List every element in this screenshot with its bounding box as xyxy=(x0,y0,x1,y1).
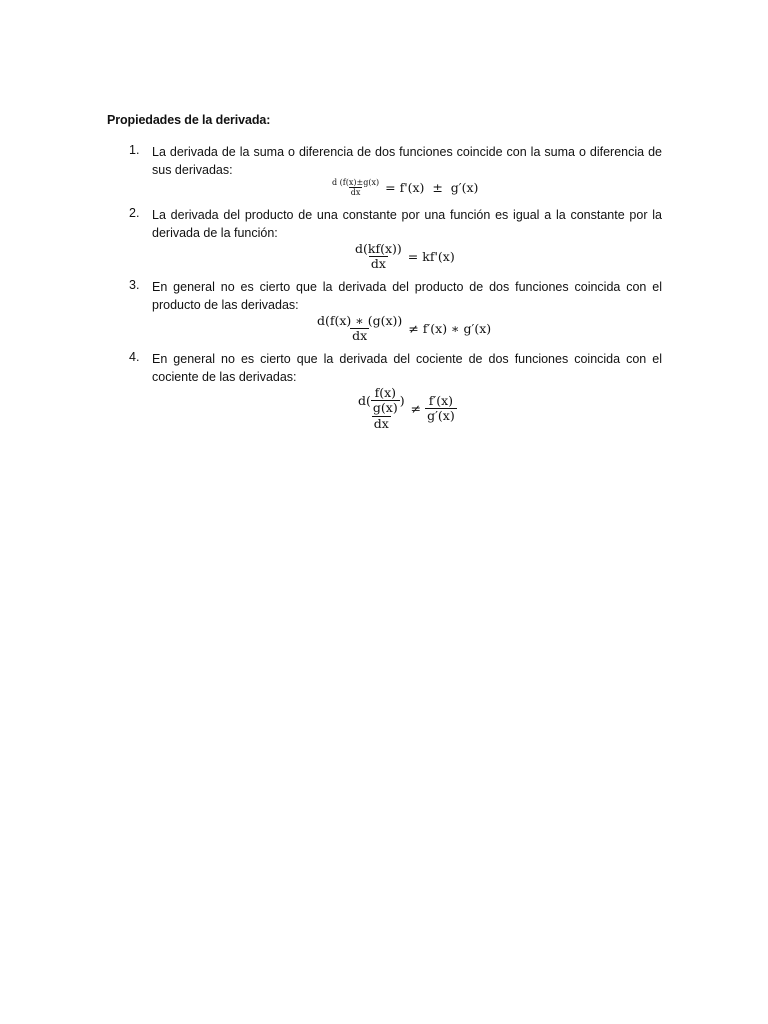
rhs-fraction xyxy=(425,394,457,424)
list-item-text: La derivada de la suma o diferencia de dos funciones coincide con la suma o diferencia de sus derivadas: xyxy=(152,145,662,177)
fraction-numerator: d (f(x)±g(x) xyxy=(332,178,380,187)
relation-symbol: = xyxy=(385,180,396,196)
list-number: 3. xyxy=(129,278,140,292)
formula-constant-rule xyxy=(353,242,455,272)
relation-symbol: ≠ xyxy=(410,401,422,417)
relation-symbol: ≠ xyxy=(408,321,419,337)
fraction-numerator xyxy=(356,386,407,416)
fraction-denominator: dx xyxy=(350,188,361,198)
formula-rhs: f'(x) ± g′(x) xyxy=(399,180,479,196)
list-number: 4. xyxy=(129,350,140,364)
formula-quotient-inequality xyxy=(356,386,457,431)
list-number: 1. xyxy=(129,143,140,157)
inner-fraction xyxy=(371,386,400,416)
rhs-denominator: g′(x) xyxy=(427,408,455,424)
rhs-numerator: f′(x) xyxy=(428,392,454,408)
fraction-numerator: d(kf(x)) xyxy=(355,241,402,256)
fraction xyxy=(330,178,381,197)
formula-product-inequality xyxy=(315,314,491,344)
fraction xyxy=(356,386,407,431)
fraction xyxy=(315,314,404,344)
list-number: 2. xyxy=(129,206,140,220)
document-heading: Propiedades de la derivada: xyxy=(107,113,271,127)
list-item-text: En general no es cierto que la derivada del cociente de dos funciones coincida con el cociente de las derivadas: xyxy=(152,352,662,384)
list-item-text: En general no es cierto que la derivada del producto de dos funciones coincida con el producto de las derivadas: xyxy=(152,280,662,312)
fraction-denominator: dx xyxy=(352,328,368,344)
numerator-suffix: ) xyxy=(399,392,405,408)
fraction-denominator: dx xyxy=(373,415,389,431)
formula-sum-rule xyxy=(330,178,478,197)
formula-rhs: kf'(x) xyxy=(422,249,455,265)
fraction xyxy=(353,242,404,272)
formula-rhs: f′(x) ∗ g′(x) xyxy=(422,321,492,337)
fraction-numerator: d(f(x) ∗ (g(x)) xyxy=(317,313,403,328)
inner-numerator: f(x) xyxy=(374,385,397,400)
fraction-denominator: dx xyxy=(370,256,386,272)
numerator-prefix: d( xyxy=(358,392,371,408)
inner-denominator: g(x) xyxy=(372,400,398,416)
relation-symbol: = xyxy=(407,249,419,265)
list-item-text: La derivada del producto de una constante por una función es igual a la constante por la derivada de la función: xyxy=(152,208,662,240)
